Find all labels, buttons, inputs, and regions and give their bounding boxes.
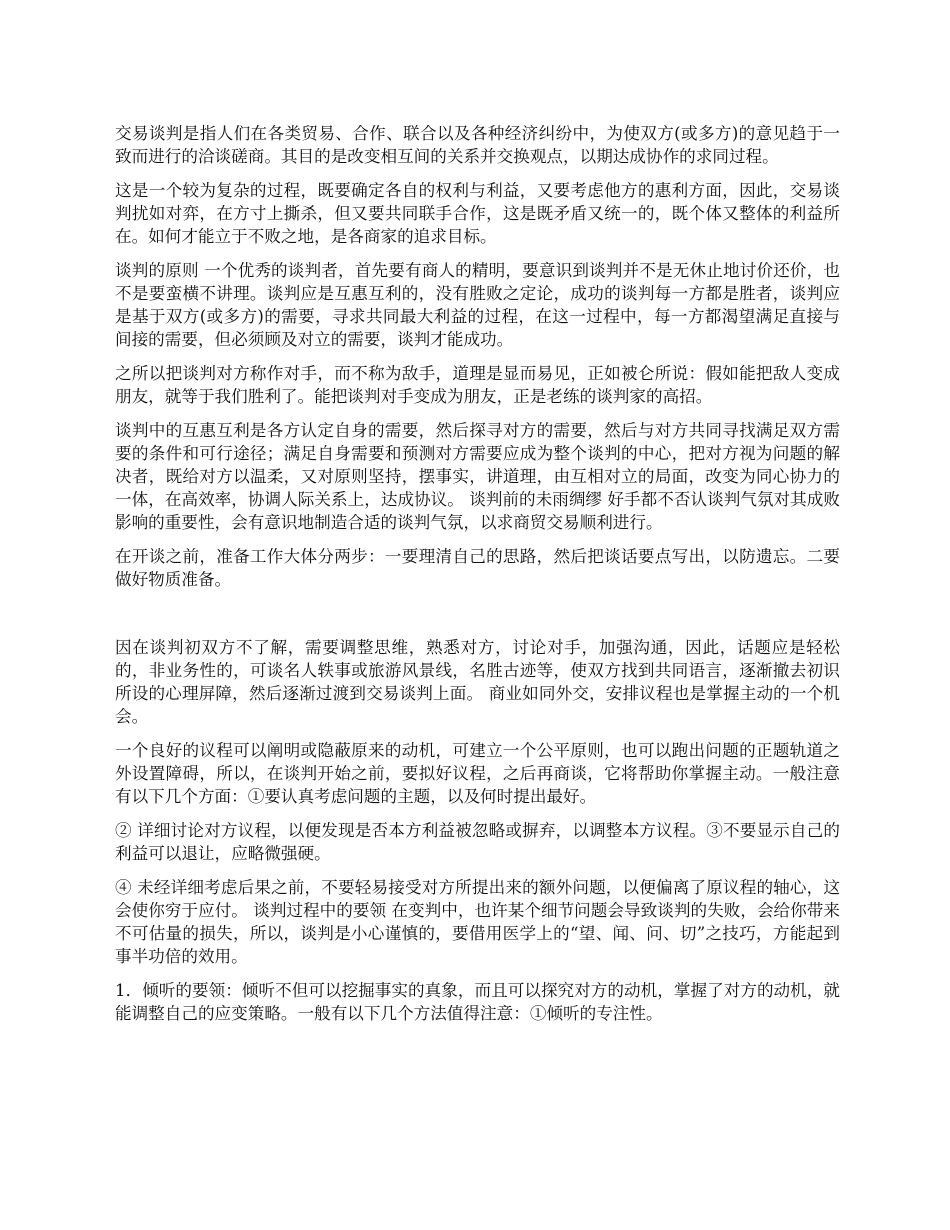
paragraph: 之所以把谈判对方称作对手，而不称为敌手，道理是显而易见，正如被仑所说：假如能把敌人变成朋友，就等于我们胜利了。能把谈判对手变成为朋友，正是老练的谈判家的高招。 bbox=[115, 364, 840, 406]
paragraph: 这是一个较为复杂的过程，既要确定各自的权利与利益，又要考虑他方的惠利方面，因此，交易谈判扰如对弈，在方寸上撕杀，但又要共同联手合作，这是既矛盾又统一的，既个体又整体的利益所在。如何才能立于不败之地，是各商家的追求目标。 bbox=[115, 181, 840, 246]
paragraph: ④ 未经详细考虑后果之前，不要轻易接受对方所提出来的额外问题，以便偏离了原议程的轴心，这会使你穷于应付。 谈判过程中的要领 在变判中，也许某个细节问题会导致谈判的失败，会给你带来不可估量的损失，所以，谈判是小心谨慎的，要借用医学上的“望、闻、问、切”之技巧，方能起到事半功倍的效用。 bbox=[115, 878, 840, 966]
paragraph: ② 详细讨论对方议程，以便发现是否本方利益被忽略或摒弃，以调整本方议程。③不要显示自己的利益可以退让，应略微强硬。 bbox=[115, 821, 840, 863]
section-gap bbox=[115, 602, 840, 636]
paragraph: 一个良好的议程可以阐明或隐蔽原来的动机，可建立一个公平原则，也可以跑出问题的正题轨道之外设置障碍，所以，在谈判开始之前，要拟好议程，之后再商谈，它将帮助你掌握主动。一般注意有以下几个方面：①要认真考虑问题的主题，以及何时提出最好。 bbox=[115, 741, 840, 806]
paragraph: 交易谈判是指人们在各类贸易、合作、联合以及各种经济纠纷中，为使双方(或多方)的意见趋于一致而进行的洽谈磋商。其目的是改变相互间的关系并交换观点，以期达成协作的求同过程。 bbox=[115, 124, 840, 166]
paragraph: 谈判中的互惠互利是各方认定自身的需要，然后探寻对方的需要，然后与对方共同寻找满足双方需要的条件和可行途径；满足自身需要和预测对方需要应成为整个谈判的中心，把对方视为问题的解决者，既给对方以温柔，又对原则坚持，摆事实，讲道理，由互相对立的局面，改变为同心协力的一体，在高效率，协调人际关系上，达成协议。 谈判前的未雨绸缪 好手都不否认谈判气氛对其成败影响的重要性，会有意识地制造合适的谈判气氛，以求商贸交易顺利进行。 bbox=[115, 421, 840, 532]
paragraph: 1．倾听的要领：倾听不但可以挖掘事实的真象，而且可以探究对方的动机，掌握了对方的动机，就能调整自己的应变策略。一般有以下几个方法值得注意：①倾听的专注性。 bbox=[115, 981, 840, 1023]
document-body bbox=[115, 122, 840, 1036]
paragraph: 谈判的原则 一个优秀的谈判者，首先要有商人的精明，要意识到谈判并不是无休止地讨价还价，也不是要蛮横不讲理。谈判应是互惠互利的，没有胜败之定论，成功的谈判每一方都是胜者，谈判应是基于双方(或多方)的需要，寻求共同最大利益的过程，在这一过程中，每一方都渴望满足直接与间接的需要，但必须顾及对立的需要，谈判才能成功。 bbox=[115, 261, 840, 349]
paragraph: 在开谈之前，准备工作大体分两步：一要理清自己的思路，然后把谈话要点写出，以防遗忘。二要做好物质准备。 bbox=[115, 547, 840, 589]
paragraph: 因在谈判初双方不了解，需要调整思维，熟悉对方，讨论对手，加强沟通，因此，话题应是轻松的，非业务性的，可谈名人轶事或旅游风景线，名胜古迹等，使双方找到共同语言，逐渐撤去初识所设的心理屏障，然后逐渐过渡到交易谈判上面。 商业如同外交，安排议程也是掌握主动的一个机会。 bbox=[115, 638, 840, 726]
